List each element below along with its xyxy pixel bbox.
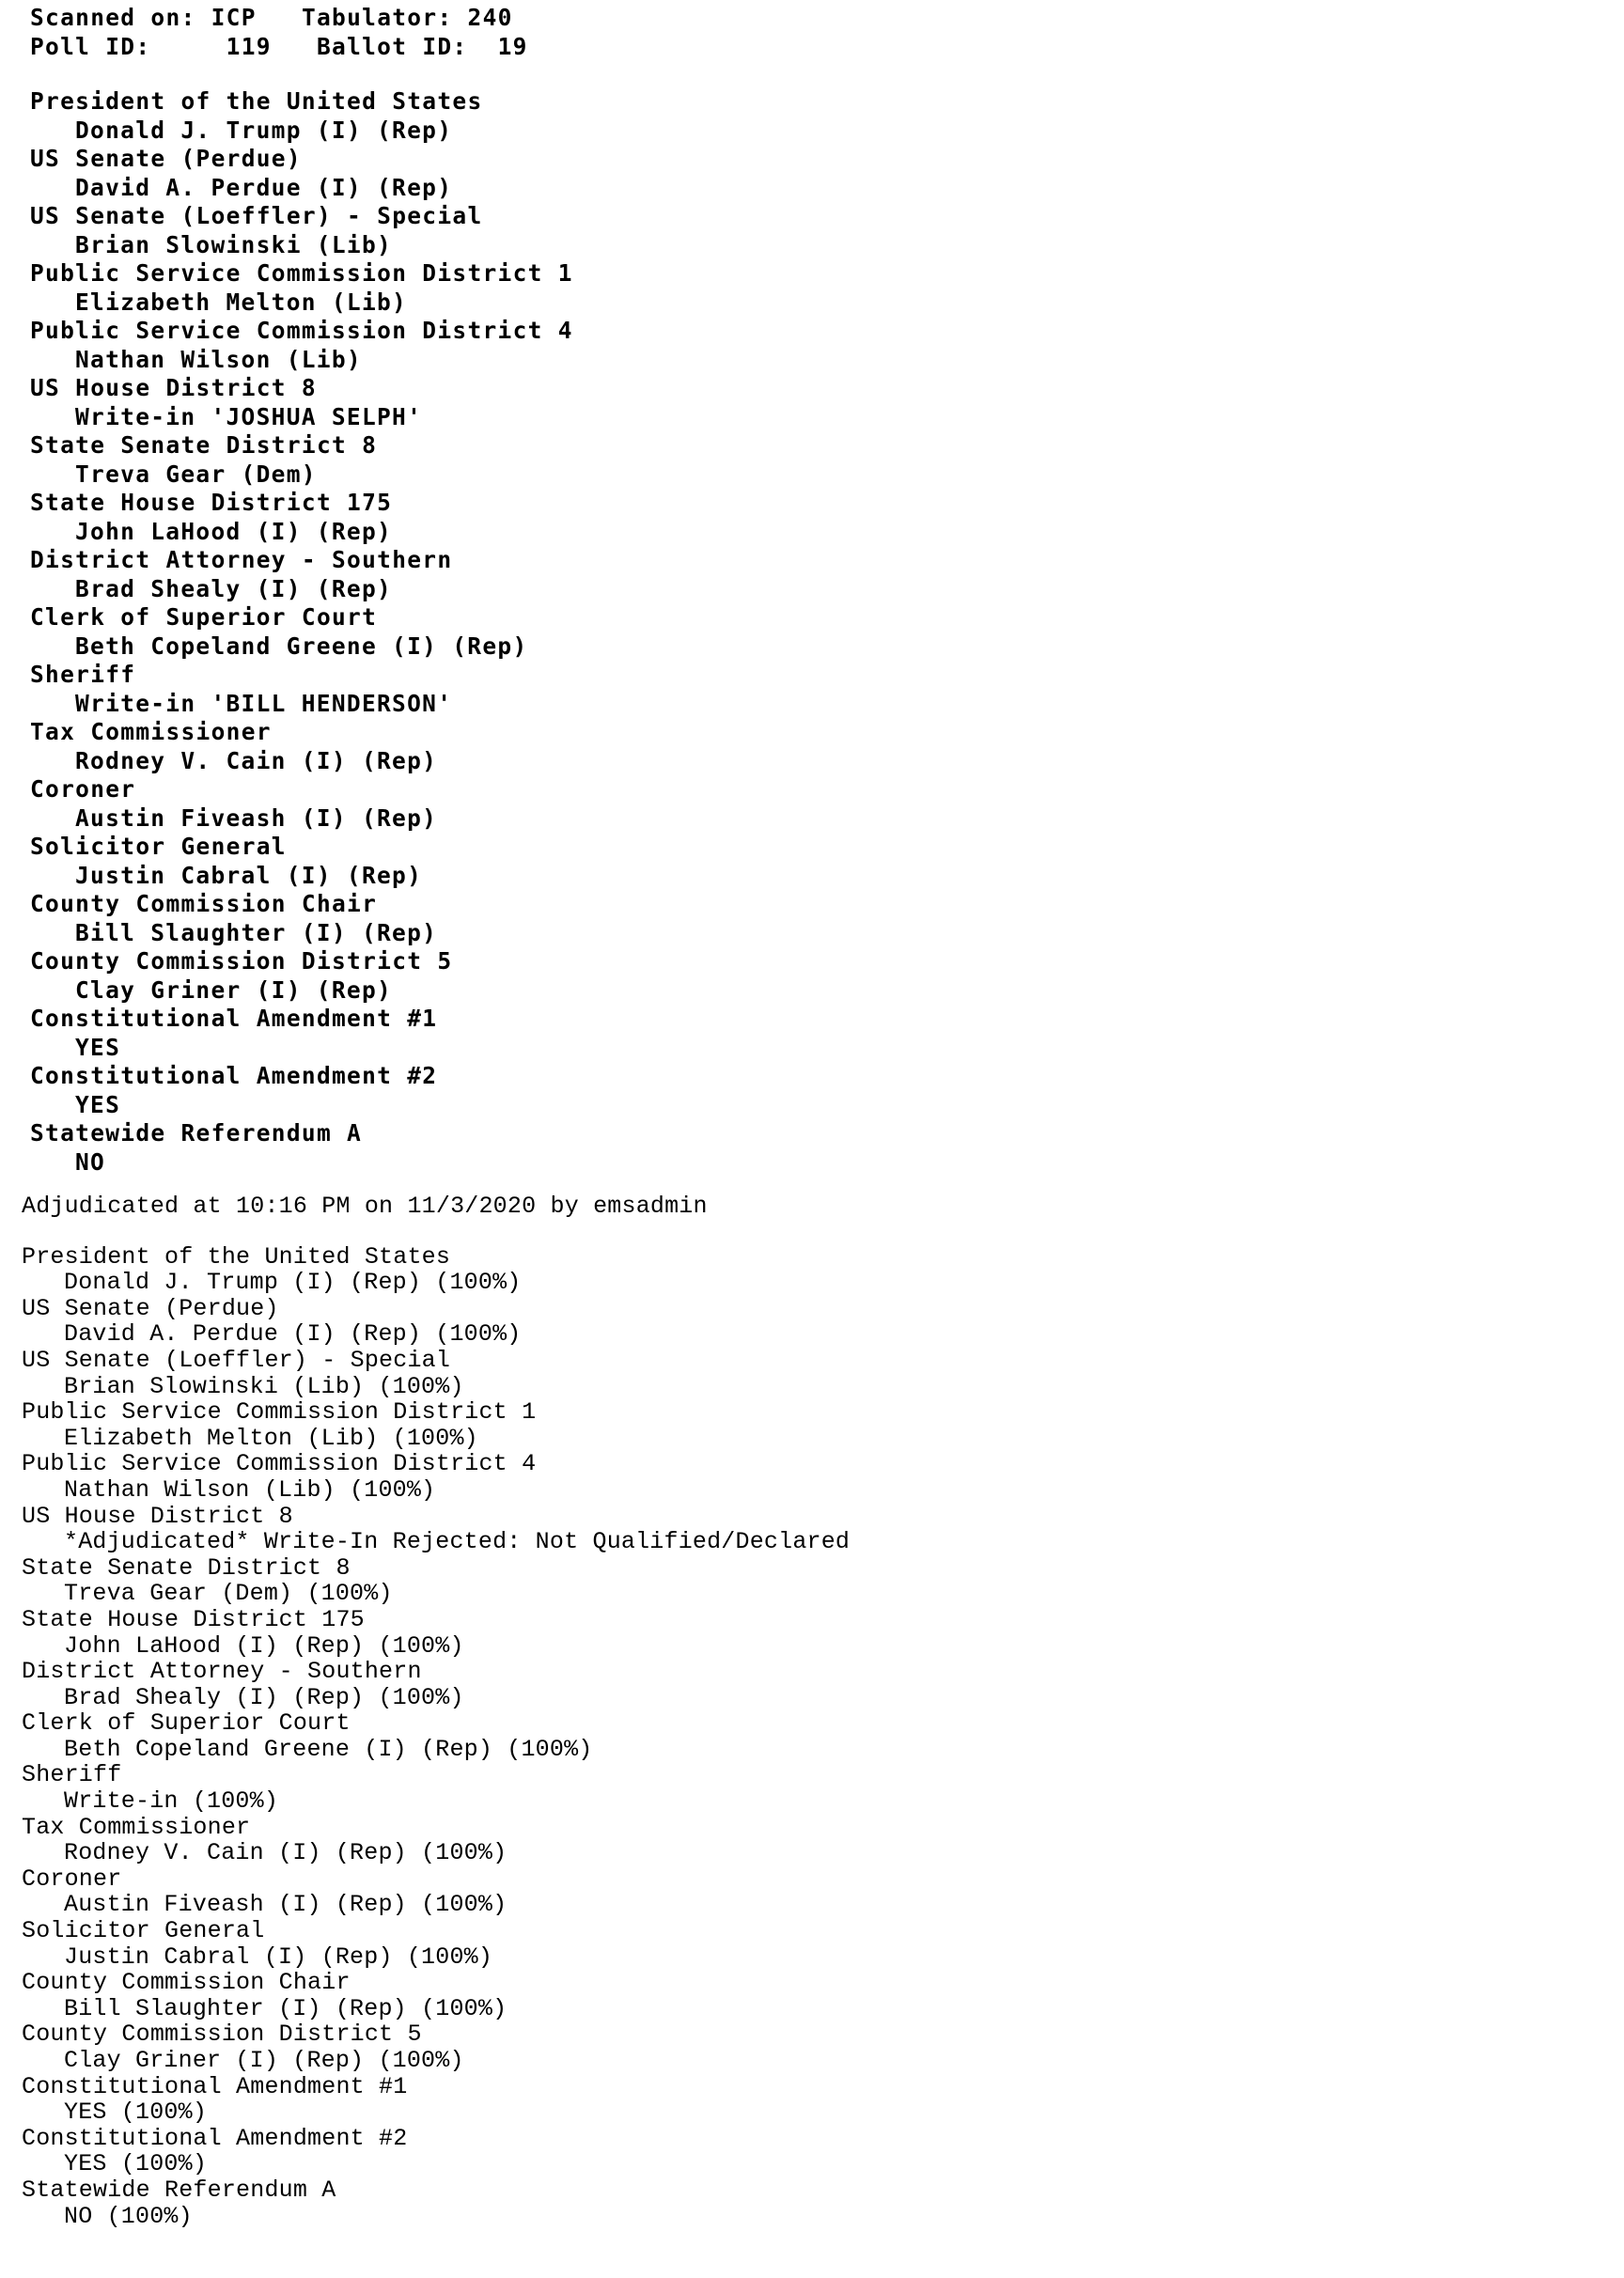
contest-choice: YES (100%) (64, 2150, 208, 2178)
contest-name: Sheriff (30, 661, 136, 688)
contest-name: State Senate District 8 (22, 1553, 351, 1582)
contest-name: Statewide Referendum A (22, 2176, 336, 2204)
contest-choice: Beth Copeland Greene (I) (Rep) (75, 632, 528, 660)
contest-choice: Clay Griner (I) (Rep) (100%) (64, 2047, 464, 2074)
contest-choice: Donald J. Trump (I) (Rep) (100%) (64, 1269, 522, 1297)
contest-choice: Write-in (100%) (64, 1787, 279, 1816)
tabulator-value: 240 (467, 4, 513, 31)
contest-choice: Bill Slaughter (I) (Rep) (100%) (64, 1994, 508, 2022)
contest-name: Public Service Commission District 1 (30, 259, 573, 287)
tabulator-label: Tabulator: (301, 4, 453, 31)
contest-name: Coroner (30, 775, 136, 803)
contest-name: Sheriff (22, 1761, 122, 1789)
contest-name: Constitutional Amendment #2 (22, 2124, 408, 2152)
contest-name: County Commission District 5 (22, 2021, 422, 2049)
scan-info-line-1 (30, 4, 573, 33)
contest-name: District Attorney - Southern (22, 1658, 422, 1686)
contest-name: US Senate (Loeffler) - Special (22, 1346, 451, 1374)
contest-name: US House District 8 (30, 374, 317, 401)
contest-name: Tax Commissioner (30, 718, 272, 745)
scanned-contest-list (30, 87, 573, 1177)
contest-name: Constitutional Amendment #1 (22, 2072, 408, 2100)
contest-choice: David A. Perdue (I) (Rep) (100%) (64, 1320, 522, 1349)
scanned-ballot-section (30, 4, 573, 1177)
contest-name: Constitutional Amendment #1 (30, 1005, 438, 1032)
contest-choice: Brian Slowinski (Lib) (75, 230, 393, 258)
section-spacer (22, 1220, 850, 1244)
contest-choice: YES (75, 1090, 121, 1118)
contest-choice: Justin Cabral (I) (Rep) (75, 861, 423, 889)
contest-name: President of the United States (30, 87, 483, 115)
contest-choice: NO (75, 1147, 106, 1176)
contest-name: District Attorney - Southern (30, 546, 453, 573)
scanned-on-value: ICP (211, 4, 257, 31)
contest-choice: Rodney V. Cain (I) (Rep) (100%) (64, 1839, 508, 1867)
contest-name: Clerk of Superior Court (22, 1709, 351, 1738)
contest-choice: Brad Shealy (I) (Rep) (75, 574, 393, 602)
contest-name: Statewide Referendum A (30, 1119, 363, 1147)
contest-choice: Treva Gear (Dem) (75, 460, 317, 488)
contest-choice: Austin Fiveash (I) (Rep) (100%) (64, 1891, 508, 1919)
contest-name: County Commission Chair (22, 1969, 351, 1997)
ballot-id-label: Ballot ID: (316, 32, 468, 60)
contest-name: Public Service Commission District 1 (22, 1398, 537, 1427)
contest-choice: Clay Griner (I) (Rep) (75, 975, 393, 1004)
contest-choice: Donald J. Trump (I) (Rep) (75, 116, 453, 144)
ballot-id-value: 19 (497, 32, 528, 60)
contest-name: Solicitor General (30, 833, 287, 860)
contest-choice: Brad Shealy (I) (Rep) (100%) (64, 1683, 464, 1711)
contest-choice: Beth Copeland Greene (I) (Rep) (100%) (64, 1735, 593, 1763)
contest-name: Clerk of Superior Court (30, 603, 378, 631)
contest-choice: Treva Gear (Dem) (100%) (64, 1580, 393, 1608)
contest-choice: Nathan Wilson (Lib) (75, 345, 362, 373)
contest-choice: YES (75, 1033, 121, 1061)
contest-choice: Elizabeth Melton (Lib) (100%) (64, 1424, 478, 1452)
contest-name: State Senate District 8 (30, 431, 378, 459)
adjudication-section (22, 1194, 850, 2229)
contest-name: Public Service Commission District 4 (22, 1450, 537, 1478)
contest-name: Constitutional Amendment #2 (30, 1062, 438, 1089)
contest-choice: David A. Perdue (I) (Rep) (75, 173, 453, 201)
contest-name: State House District 175 (30, 489, 393, 516)
contest-name: US Senate (Loeffler) - Special (30, 202, 483, 229)
contest-name: State House District 175 (22, 1605, 365, 1633)
contest-name: County Commission Chair (30, 890, 378, 917)
contest-choice: Brian Slowinski (Lib) (100%) (64, 1372, 464, 1400)
adjudication-header: Adjudicated at 10:16 PM on 11/3/2020 by emsadmin (22, 1193, 708, 1220)
contest-choice: Nathan Wilson (Lib) (100%) (64, 1475, 436, 1504)
adjudicated-contest-list (22, 1244, 850, 2230)
contest-name: County Commission District 5 (30, 947, 453, 975)
contest-choice: *Adjudicated* Write-In Rejected: Not Qualified/Declared (64, 1528, 851, 1556)
contest-choice: NO (100%) (64, 2202, 193, 2230)
contest-choice: Write-in 'JOSHUA SELPH' (75, 402, 423, 430)
contest-choice: Austin Fiveash (I) (Rep) (75, 804, 438, 832)
contest-choice: YES (100%) (64, 2099, 208, 2127)
scan-info-line-2 (30, 33, 573, 62)
contest-choice: Bill Slaughter (I) (Rep) (75, 918, 438, 946)
contest-choice: John LaHood (I) (Rep) (75, 517, 393, 545)
contest-choice: Rodney V. Cain (I) (Rep) (75, 746, 438, 774)
contest-name: US Senate (Perdue) (22, 1294, 279, 1322)
contest-name: Tax Commissioner (22, 1813, 251, 1841)
scanned-on-label: Scanned on: (30, 4, 196, 31)
contest-name: Public Service Commission District 4 (30, 317, 573, 344)
contest-choice: Justin Cabral (I) (Rep) (100%) (64, 1943, 493, 1971)
contest-choice: Write-in 'BILL HENDERSON' (75, 689, 453, 717)
contest-name: Coroner (22, 1865, 122, 1893)
section-spacer (30, 61, 573, 87)
contest-name: Solicitor General (22, 1917, 265, 1945)
contest-choice: Elizabeth Melton (Lib) (75, 288, 408, 316)
contest-choice: John LaHood (I) (Rep) (100%) (64, 1631, 464, 1660)
poll-id-label: Poll ID: (30, 32, 151, 60)
contest-name: US House District 8 (22, 1502, 293, 1530)
poll-id-value: 119 (226, 32, 272, 60)
contest-name: President of the United States (22, 1242, 451, 1271)
contest-name: US Senate (Perdue) (30, 145, 302, 172)
